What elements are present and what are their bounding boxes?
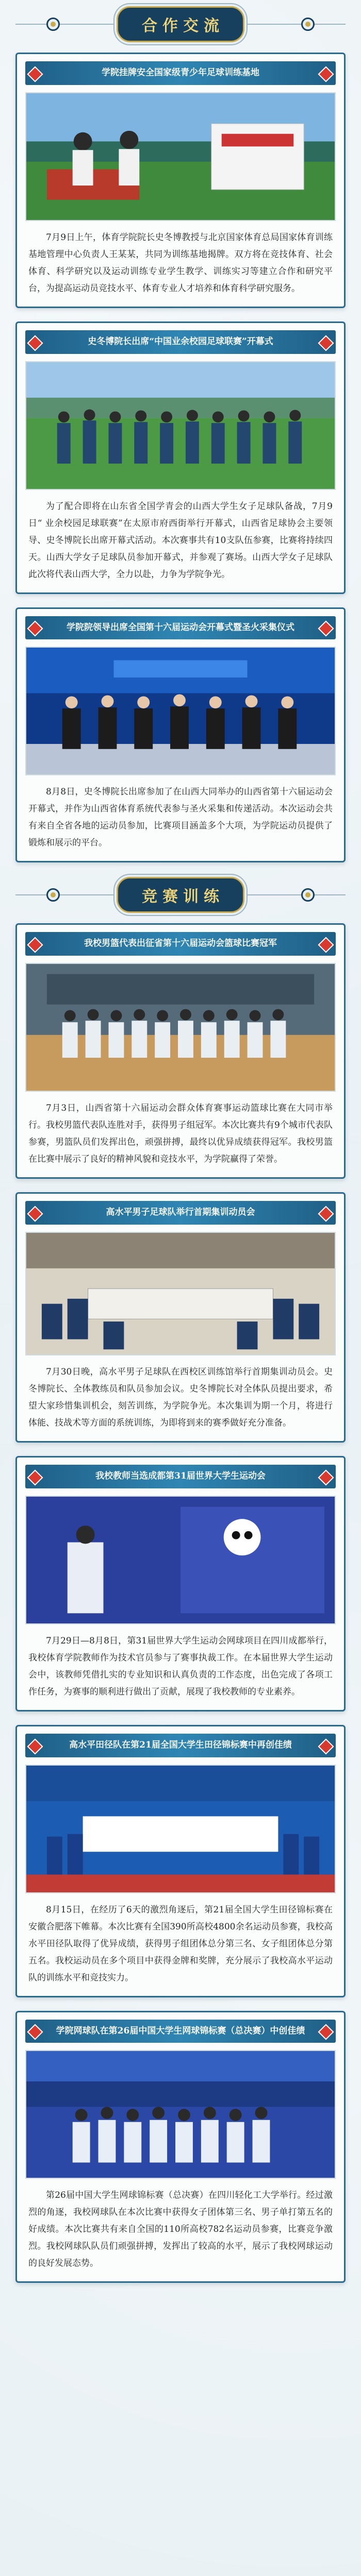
news-photo [25,1496,336,1624]
news-card [15,2011,346,2283]
ornament-icon [46,18,60,31]
news-paragraph: 8月15日，在经历了6天的激烈角逐后，第21届全国大学生田径锦标赛在安徽合肥落下帷幕。本次比赛有全国390所高校4800余名运动员参赛，我校高水平田径队取得了优异成绩，获得男子组团体总分第三名、女子组团体总分第五名。我校运动员在多个项目中获得金牌和奖牌，充分展示了我校高水平运动队的训练水平和竞技实力。 [28,1904,333,1983]
news-paragraph: 7月29日—8月8日，第31届世界大学生运动会网球项目在四川成都举行，我校体育学院教师作为技术官员参与了赛事执裁工作。在本届世界大学生运动会中，该教师凭借扎实的专业知识和认真负责的工作态度，出色完成了各项工作任务，为赛事的顺利进行做出了贡献，展现了我校教师的专业素养。 [28,1635,333,1697]
news-card [15,1725,346,1997]
section-heading-text: 合作交流 [117,6,244,42]
news-title: 高水平田径队在第21届全国大学生田径锦标赛中再创佳绩 [25,1734,336,1757]
news-photo [25,1765,336,1893]
news-paragraph: 为了配合即将在山东省全国学青会的山西大学生女子足球队备战，7月9日“ 业余校园足球联赛”在太原市府西街举行开幕式，山西省足球协会主要领导、史冬博院长出席开幕式活动。本次赛事共有10支队伍参赛，比赛将持续四天。山西大学女子足球队员参加开幕式，并参观了赛场。山西大学女子足球队此次将代表山西大学，全力以赴，力争为学院争光。 [28,501,333,580]
news-card [15,1192,346,1443]
news-photo [25,92,336,221]
news-title: 学院网球队在第26届中国大学生网球锦标赛（总决赛）中创佳绩 [25,2020,336,2043]
news-photo [25,361,336,490]
section-heading-cooperation [15,5,346,43]
news-card [15,53,346,308]
news-title: 高水平男子足球队举行首期集训动员会 [25,1201,336,1225]
news-title: 我校男篮代表出征省第十六届运动会篮球比赛冠军 [25,932,336,956]
news-title: 我校教师当选成都第31届世界大学生运动会 [25,1465,336,1488]
ornament-icon [301,18,315,31]
news-photo [25,1232,336,1355]
section-heading-text: 竞赛训练 [117,877,244,913]
news-photo [25,963,336,1092]
news-title: 史冬博院长出席“中国业余校园足球联赛”开幕式 [25,330,336,354]
news-paragraph: 7月3日，山西省第十六届运动会群众体育赛事运动篮球比赛在大同市举行。我校男篮代表队连胜对手，获得男子组冠军。本次比赛共有9个城市代表队参赛，男篮队员们发挥出色，顽强拼搏，最终以优异成绩获得冠军。我校男篮在比赛中展示了良好的精神风貌和竞技水平，为学院赢得了荣誉。 [28,1103,333,1165]
news-paragraph: 8月8日，史冬博院长出席参加了在山西大同举办的山西省第十六届运动会开幕式，并作为山西省体育系统代表参与圣火采集和传递活动。本次运动会共有来自全省各地的运动员参加，比赛项目涵盖多个大项，为学院运动员提供了锻炼和展示的平台。 [28,787,333,849]
news-card [15,1456,346,1711]
news-paragraph: 7月9日上午，体育学院院长史冬博教授与北京国家体育总局国家体育训练基地管理中心负责人王某某，共同为训练基地揭牌。双方将在竞技体育、社会体育、科学研究以及运动训练专业学生教学、训练实习等建立合作和研究平台，为提高运动员竞技水平、体育专业人才培养和体育科学研究服务。 [28,232,333,294]
ornament-icon [46,888,60,902]
section-heading-competition [15,876,346,914]
news-paragraph: 7月30日晚，高水平男子足球队在西校区训练馆举行首期集训动员会。史冬博院长、全体教练员和队员参加会议。史冬博院长对全体队员提出要求，希望大家珍惜集训机会，刻苦训练，为学院争光。本次集训为期一个月，将进行体能、技战术等方面的系统训练，为即将到来的赛季做好充分准备。 [28,1366,333,1428]
news-card [15,607,346,863]
news-title: 学院挂牌安全国家级青少年足球训练基地 [25,61,336,85]
news-paragraph: 第26届中国大学生网球锦标赛（总决赛）在四川轻化工大学举行。经过激烈的角逐，我校网球队在本次比赛中获得女子团体第三名、男子单打第五名的好成绩。本次比赛共有来自全国的110所高校782名运动员参赛，比赛竞争激烈。我校网球队队员们顽强拼搏，发挥出了较高的水平，展示了我校网球运动的良好发展态势。 [28,2190,333,2269]
ornament-icon [301,888,315,902]
news-photo [25,2050,336,2179]
news-card [15,321,346,594]
news-photo [25,647,336,775]
news-title: 学院院领导出席全国第十六届运动会开幕式暨圣火采集仪式 [25,616,336,640]
news-card [15,923,346,1179]
